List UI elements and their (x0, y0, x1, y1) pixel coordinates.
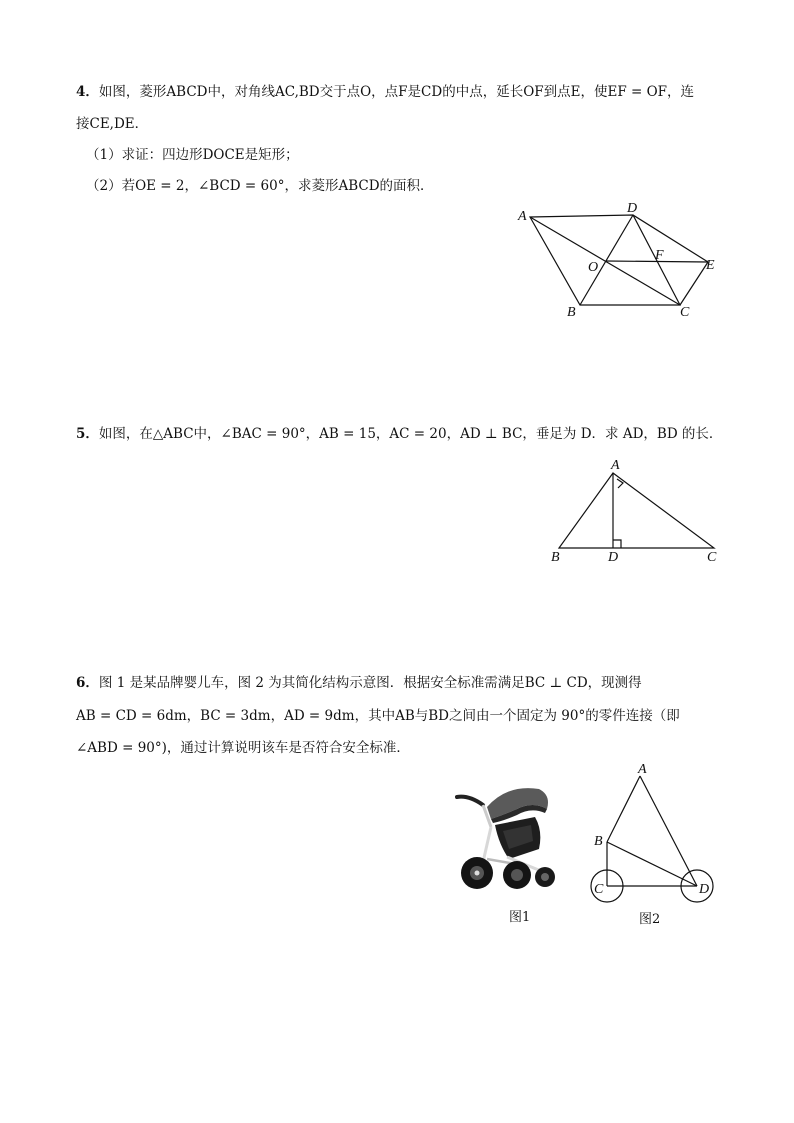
label-4-O: O (588, 260, 599, 275)
rhombus-figure (510, 200, 730, 325)
stroller-photo-icon (447, 779, 559, 897)
problem-4-part-1: （1）求证：四边形DOCE是矩形； (86, 147, 299, 163)
problem-6-line-1 (76, 674, 642, 692)
label-6-C: C (594, 882, 604, 897)
problem-6-text-1: 图 1 是某品牌婴儿车，图 2 为其简化结构示意图．根据安全标准需满足BC ⊥ CD，现测得 (98, 675, 642, 691)
problem-4-text-1: 如图，菱形ABCD中，对角线AC,BD交于点O，点F是CD的中点，延长OF到点E，使EF = OF，连 (98, 84, 695, 100)
caption-figure-2: 图2 (639, 912, 661, 927)
label-4-F: F (655, 248, 664, 263)
problem-4-line-1 (76, 83, 694, 101)
label-4-A: A (518, 209, 527, 224)
right-triangle-figure (545, 455, 725, 570)
label-4-C: C (680, 305, 690, 320)
label-6-B: B (594, 834, 603, 849)
label-4-E: E (706, 258, 715, 273)
problem-4-part-2: （2）若OE = 2，∠BCD = 60°，求菱形ABCD的面积． (86, 178, 434, 194)
problem-5-number: 5． (76, 426, 99, 442)
problem-5-text-1: 如图，在△ABC中，∠BAC = 90°，AB = 15，AC = 20，AD ⊥ BC，垂足为 D．求 AD，BD 的长． (98, 426, 723, 442)
problem-4-line-2: 接CE,DE． (76, 116, 149, 132)
label-6-D: D (699, 882, 710, 897)
label-5-A: A (611, 458, 620, 473)
problem-6-line-2: AB = CD = 6dm，BC = 3dm，AD = 9dm，其中AB与BD之间由一个固定为 90°的零件连接（即 (76, 708, 680, 724)
label-4-B: B (567, 305, 576, 320)
structure-figure (585, 760, 725, 910)
problem-4-number: 4． (76, 84, 99, 100)
problem-6-line-3: ∠ABD = 90°)，通过计算说明该车是否符合安全标准． (76, 740, 410, 756)
caption-figure-1: 图1 (509, 910, 531, 925)
problem-6-number: 6． (76, 675, 99, 691)
problem-5-line-1 (76, 425, 722, 443)
label-5-C: C (707, 550, 717, 565)
label-5-B: B (551, 550, 560, 565)
label-5-D: D (608, 550, 619, 565)
label-4-D: D (627, 201, 638, 216)
label-6-A: A (638, 762, 647, 777)
